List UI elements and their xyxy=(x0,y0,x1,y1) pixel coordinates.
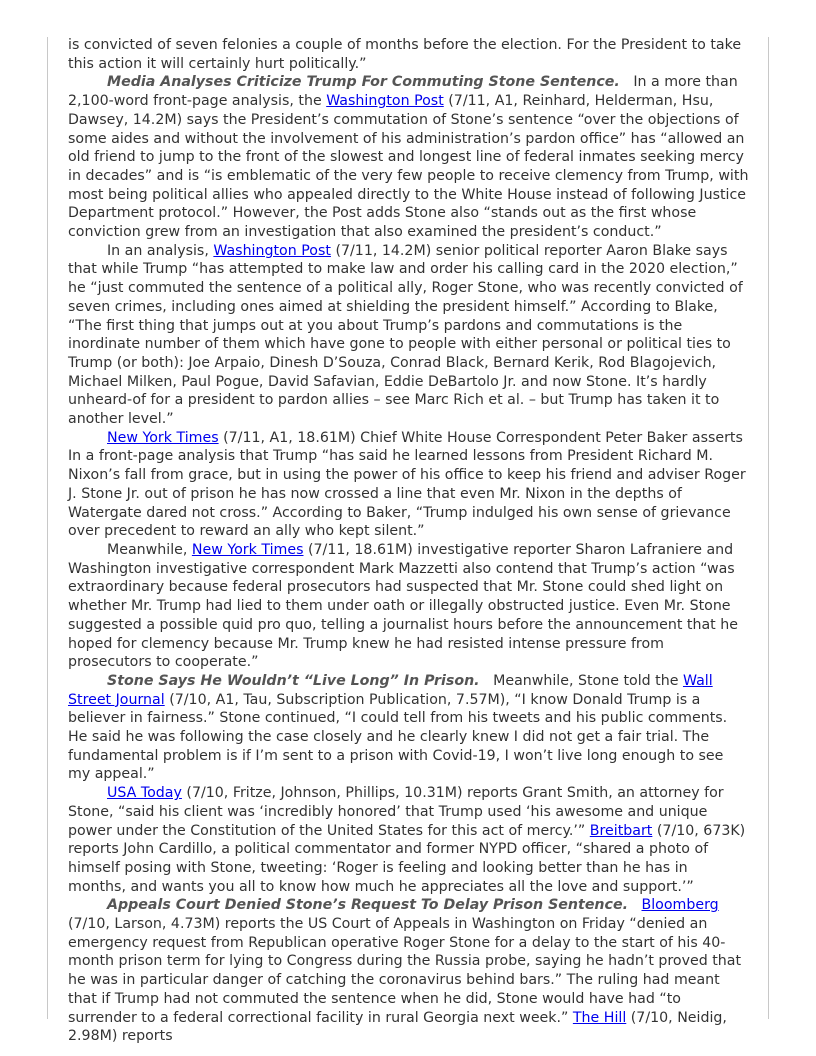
body-text: (7/10, Neidig, 2.98M) reports xyxy=(68,1009,727,1045)
body-text: Meanwhile, xyxy=(107,541,192,558)
body-text: (7/10, A1, Tau, Subscription Publication, 7.57M), “I know Donald Trump is a believer in fairness.” Stone continued, “I could tell from his tweets and his public comments. He said he was following the case closely and he clearly knew I did not get a fair trial. The fundamental problem is if I’m sent to a prison with Covid-19, I won’t live long enough to see my appeal.” xyxy=(68,691,728,783)
source-link[interactable]: New York Times xyxy=(107,429,219,446)
source-link[interactable]: New York Times xyxy=(191,541,304,558)
section-heading: Stone Says He Wouldn’t “Live Long” In Prison. xyxy=(107,672,480,689)
source-link[interactable]: Breitbart xyxy=(589,822,653,839)
paragraph xyxy=(68,242,750,429)
paragraph xyxy=(68,73,750,241)
body-text: In a more than 2,100-word front-page analysis, the xyxy=(68,74,738,110)
source-link[interactable]: USA Today xyxy=(107,785,182,802)
body-text: (7/10, Larson, 4.73M) reports the US Court of Appeals in Washington on Friday “denied an emergency request from Republican operative Roger Stone for a delay to the start of his 40-month prison term for lying to Congress during the Russia probe, saying he hadn’t proved that he was in particular danger of catching the coronavirus behind bars.” The ruling had meant that if Trump had not commuted the sentence when he did, Stone would have had “to surrender to a federal correctional facility in rural Georgia next week.” xyxy=(68,916,742,1026)
body-text: (7/11, 14.2M) senior political reporter Aaron Blake says that while Trump “has attempted to make law and order his calling card in the 2020 election,” he “just commuted the sentence of a political ally, Roger Stone, who was recently convicted of seven crimes, including ones aimed at shielding the president himself.” According to Blake, “The first thing that jumps out at you about Trump’s pardons and commutations is the inordinate number of them which have gone to people with either personal or political ties to Trump (or both): Joe Arpaio, Dinesh D’Souza, Conrad Black, Bernard Kerik, Rod Blagojevich, Michael Milken, Paul Pogue, David Safavian, Eddie DeBartolo Jr. and now Stone. It’s hardly unheard-of for a president to pardon allies – see Marc Rich et al. – but Trump has taken it to another level.” xyxy=(68,242,743,428)
body-text: In an analysis, xyxy=(107,242,214,259)
body-text: (7/10, 673K) reports John Cardillo, a political commentator and former NYPD officer, “shared a photo of himself posing with Stone, tweeting: ‘Roger is feeling and looking better than he has in months, and wants you all to know how much he appreciates all the love and support.’” xyxy=(68,822,746,895)
body-text: (7/11, A1, Reinhard, Helderman, Hsu, Dawsey, 14.2M) says the President’s commutation of Stone’s sentence “over the objections of some aides and without the involvement of his administration’s pardon office” has “allowed an old friend to jump to the front of the slowest and longest line of federal inmates seeking mercy in decades” and is “is emblematic of the very few people to receive clemency from Trump, with most being political allies who appealed directly to the White House instead of following Justice Department protocol.” However, the Post adds Stone also “stands out as the first whose conviction grew from an investigation that also examined the president’s conduct.” xyxy=(68,93,749,241)
left-margin-rule xyxy=(47,37,48,1019)
source-link[interactable]: Wall Street Journal xyxy=(68,672,713,708)
section-heading: Appeals Court Denied Stone’s Request To Delay Prison Sentence. xyxy=(107,897,628,914)
body-text: is convicted of seven felonies a couple of months before the election. For the President to take this action it will certainly hurt politically.” xyxy=(68,37,742,72)
body-text: (7/10, Fritze, Johnson, Phillips, 10.31M) reports Grant Smith, an attorney for Stone, “said his client was ‘incredibly honored’ that Trump used ‘his awesome and unique power under the Constitution of the United States for this act of mercy.’” xyxy=(68,785,724,839)
paragraph xyxy=(68,36,750,73)
section-heading: Media Analyses Criticize Trump For Commuting Stone Sentence. xyxy=(107,74,620,91)
body-text: (7/11, 18.61M) investigative reporter Sharon Lafraniere and Washington investigative correspondent Mark Mazzetti also contend that Trump’s action “was extraordinary because federal prosecutors had suspected that Mr. Stone could shed light on whether Mr. Trump had lied to them under oath or illegally obstructed justice. Even Mr. Stone suggested a possible quid pro quo, telling a journalist hours before the announcement that he hoped for clemency because Mr. Trump knew he had resisted intense pressure from prosecutors to cooperate.” xyxy=(68,541,738,671)
body-text xyxy=(628,897,642,913)
paragraph xyxy=(68,429,750,541)
paragraph xyxy=(68,541,750,672)
body-text: (7/11, A1, 18.61M) Chief White House Correspondent Peter Baker asserts In a front-page analysis that Trump “has said he learned lessons from President Richard M. Nixon’s fall from grace, but in using the power of his office to keep his friend and adviser Roger J. Stone Jr. out of prison he has now crossed a line that even Mr. Nixon in the depths of Watergate dared not cross.” According to Baker, “Trump indulged his own sense of grievance over precedent to reward an ally who kept silent.” xyxy=(68,429,746,540)
right-margin-rule xyxy=(768,37,769,1019)
source-link[interactable]: The Hill xyxy=(572,1009,627,1026)
document-body xyxy=(68,36,750,1046)
body-text: Meanwhile, Stone told the xyxy=(479,672,683,689)
paragraph xyxy=(68,784,750,896)
source-link[interactable]: Washington Post xyxy=(326,93,444,110)
source-link[interactable]: Bloomberg xyxy=(641,897,719,914)
paragraph xyxy=(68,672,750,784)
source-link[interactable]: Washington Post xyxy=(213,242,331,259)
paragraph xyxy=(68,896,750,1046)
